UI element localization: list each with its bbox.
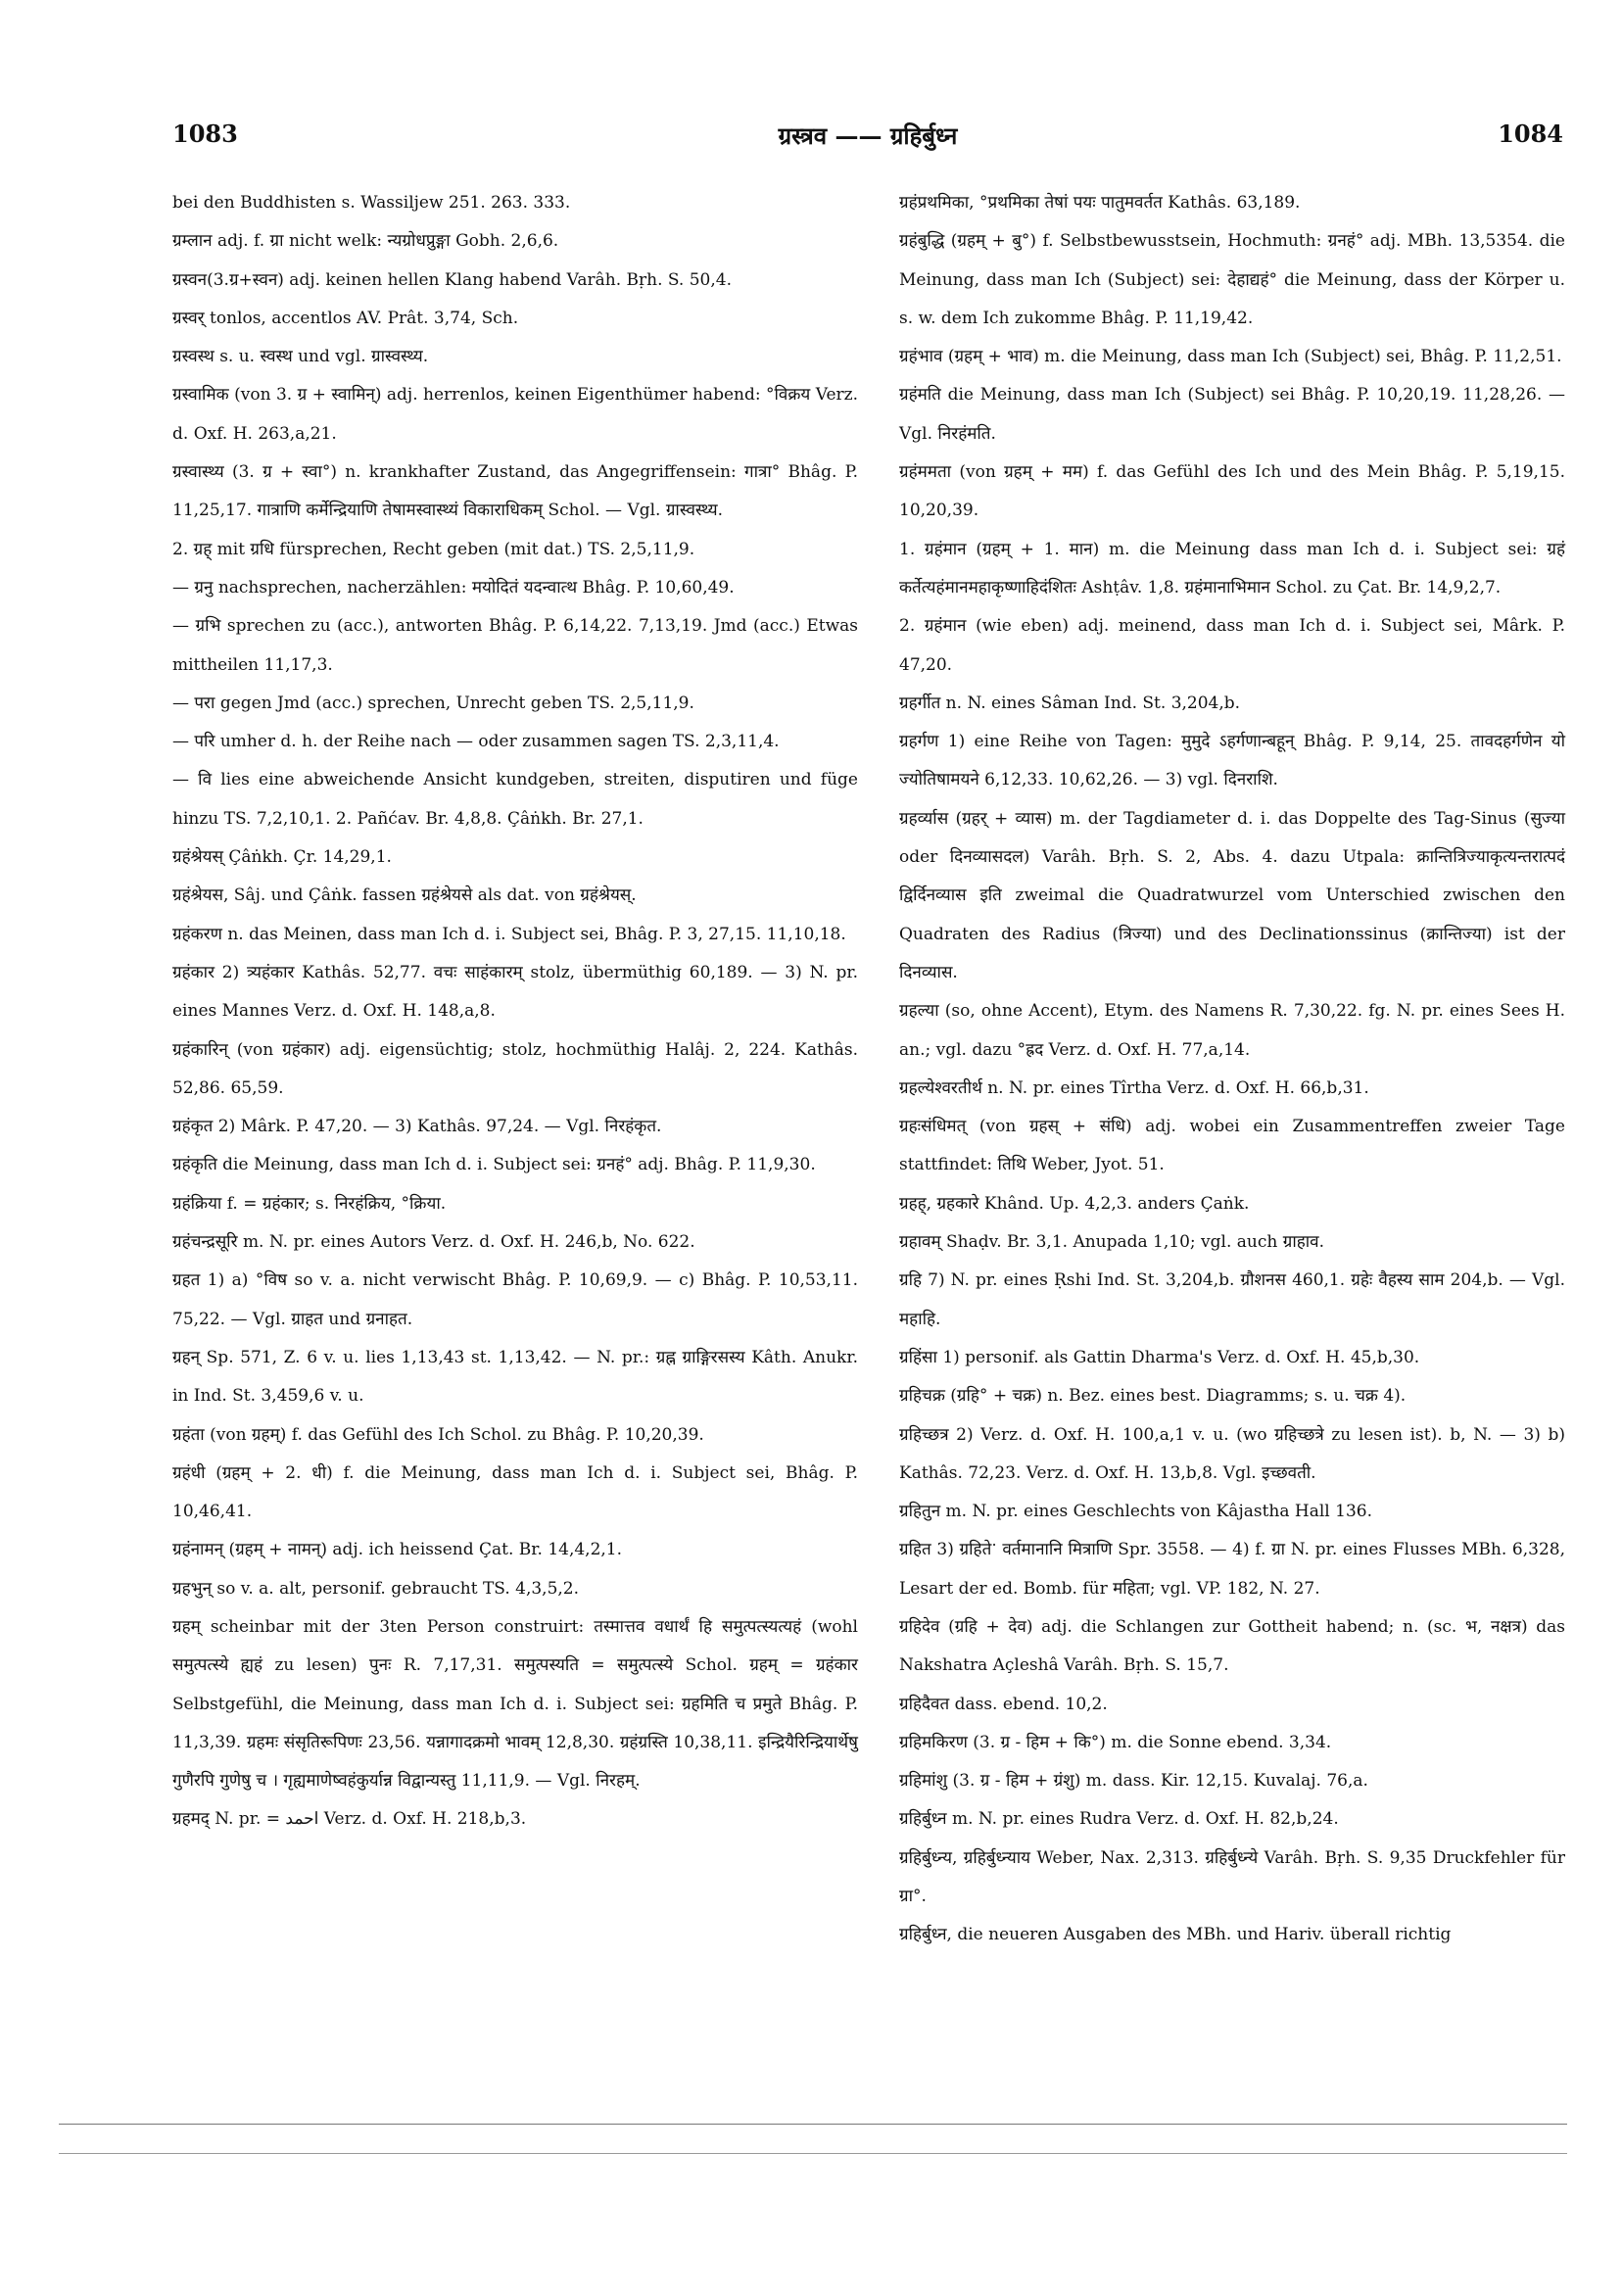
- running-title: ग्रस्त्रव —— ग्रहिर्बुध्न: [778, 121, 958, 150]
- dictionary-entry: ग्रस्वामिक (von 3. ग्र + स्वामिन्) adj. herrenlos, keinen Eigenthümer habend: °विक्रय Verz. d. Oxf. H. 263,a,21.: [172, 385, 858, 444]
- dictionary-entry: ग्रहंश्रेयस् Çâṅkh. Çr. 14,29,1.: [172, 847, 392, 868]
- dictionary-entry: ग्रहिमकिरण (3. ग्र - हिम + कि°) m. die Sonne ebend. 3,34.: [899, 1732, 1332, 1752]
- dictionary-entry: ग्रहःसंधिमत् (von ग्रहस् + संधि) adj. wobei ein Zusammentreffen zweier Tage stattfindet: तिथि Weber, Jyot. 51.: [899, 1117, 1565, 1175]
- dictionary-entry: 2. ग्रह् mit ग्रधि fürsprechen, Recht geben (mit dat.) TS. 2,5,11,9.: [172, 539, 695, 559]
- dictionary-entry: ग्रहितुन m. N. pr. eines Geschlechts von Kâjastha Hall 136.: [899, 1502, 1372, 1522]
- dictionary-entry: ग्रहंक्रिया f. = ग्रहंकार; s. निरहंक्रिय, °क्रिया.: [172, 1193, 447, 1214]
- dictionary-entry: ग्रहंश्रेयस, Sâj. und Çâṅk. fassen ग्रहंश्रेयसे als dat. von ग्रहंश्रेयस्.: [172, 885, 637, 906]
- dictionary-entry: ग्रहर्गण 1) eine Reihe von Tagen: मुमुदे ऽहर्गणान्बहून् Bhâg. P. 9,14, 25. तावदहर्गणेन यो ज्योतिषामयने 6,12,33. 10,62,26. — 3) vgl. दिनराशि.: [899, 732, 1565, 790]
- dictionary-entry: bei den Buddhisten s. Wassiljew 251. 263. 333.: [172, 193, 571, 213]
- page-header: [172, 120, 1563, 159]
- dictionary-entry: ग्रहत 1) a) °विष so v. a. nicht verwischt Bhâg. P. 10,69,9. — c) Bhâg. P. 10,53,11. 75,22. — Vgl. ग्राहत und ग्रनाहत.: [172, 1270, 858, 1329]
- dictionary-entry: ग्रहिर्बुध्न, die neueren Ausgaben des MBh. und Hariv. überall richtig: [899, 1925, 1452, 1945]
- right-column: [899, 184, 1565, 1955]
- dictionary-entry: ग्रहिंसा 1) personif. als Gattin Dharma's Verz. d. Oxf. H. 45,b,30.: [899, 1347, 1420, 1367]
- dictionary-entry: ग्रहम् scheinbar mit der 3ten Person construirt: तस्मात्तव वधार्थं हि समुत्पत्स्यत्यहं (wohl समुत्पत्स्ये ह्यहं zu lesen) पुनः R. 7,17,31. समुत्पस्यति = समुत्पत्स्ये Schol. ग्रहम् = ग्रहंकार Selbstgefühl, die Meinung, dass man Ich d. i. Subject sei: ग्रहमिति च प्रमुते Bhâg. P. 11,3,39. ग्रहमः संसृतिरूपिणः 23,56. यन्नागादक्रमो भावम् 12,8,30. ग्रहंग्रस्ति 10,38,11. इन्द्रियैरिन्द्रियार्थेषु गुणैरपि गुणेषु च । गृह्यमाणेष्वहंकुर्यान्न विद्वान्यस्तु 11,11,9. — Vgl. निरहम्.: [172, 1616, 858, 1792]
- dictionary-entry: ग्रहिदैवत dass. ebend. 10,2.: [899, 1694, 1108, 1714]
- dictionary-entry: ग्रहह्, ग्रहकारे Khând. Up. 4,2,3. anders Çaṅk.: [899, 1193, 1250, 1214]
- dictionary-entry: ग्रहंकारिन् (von ग्रहंकार) adj. eigensüchtig; stolz, hochmüthig Halâj. 2, 224. Kathâs. 52,86. 65,59.: [172, 1039, 858, 1098]
- dictionary-entry: ग्रहिदेव (ग्रहि + देव) adj. die Schlangen zur Gottheit habend; n. (sc. भ, नक्षत्र) das Nakshatra Açleshâ Varâh. Bṛh. S. 15,7.: [899, 1616, 1565, 1676]
- dictionary-entry: 1. ग्रहंमान (ग्रहम् + 1. मान) m. die Meinung dass man Ich d. i. Subject sei: ग्रहं कर्तेत्यहंमानमहाकृष्णाहिदंशितः Ashṭâv. 1,8. ग्रहंमानाभिमान Schol. zu Çat. Br. 14,9,2,7.: [899, 539, 1565, 598]
- dictionary-entry: ग्रहंचन्द्रसूरि m. N. pr. eines Autors Verz. d. Oxf. H. 246,b, No. 622.: [172, 1232, 695, 1253]
- dictionary-entry: — ग्रनु nachsprechen, nacherzählen: मयोदितं यदन्वात्थ Bhâg. P. 10,60,49.: [172, 577, 735, 598]
- dictionary-entry: ग्रहि 7) N. pr. eines Ṛshi Ind. St. 3,204,b. ग्रौशनस 460,1. ग्रहेः वैहस्य साम 204,b. — Vgl. महाहि.: [899, 1270, 1565, 1329]
- dictionary-entry: — ग्रभि sprechen zu (acc.), antworten Bhâg. P. 6,14,22. 7,13,19. Jmd (acc.) Etwas mittheilen 11,17,3.: [172, 616, 858, 675]
- dictionary-entry: — परि umher d. h. der Reihe nach — oder zusammen sagen TS. 2,3,11,4.: [172, 732, 780, 752]
- dictionary-entry: ग्रहंप्रथमिका, °प्रथमिका तेषां पयः पातुमवर्तत Kathâs. 63,189.: [899, 193, 1301, 213]
- dictionary-entry: ग्रहन् Sp. 571, Z. 6 v. u. lies 1,13,43 st. 1,13,42. — N. pr.: ग्रह्न ग्राङ्गिरसस्य Kâth. Anukr. in Ind. St. 3,459,6 v. u.: [172, 1347, 858, 1407]
- dictionary-entry: ग्रस्वन(3.ग्र+स्वन) adj. keinen hellen Klang habend Varâh. Bṛh. S. 50,4.: [172, 269, 732, 290]
- dictionary-entry: ग्रस्वास्थ्य (3. ग्र + स्वा°) n. krankhafter Zustand, das Angegriffensein: गात्रा° Bhâg. P. 11,25,17. गात्राणि कर्मेन्द्रियाणि तेषामस्वास्थ्यं विकाराधिकम् Schol. — Vgl. ग्रास्वस्थ्य.: [172, 462, 858, 521]
- dictionary-entry: ग्रहंधी (ग्रहम् + 2. धी) f. die Meinung, dass man Ich d. i. Subject sei, Bhâg. P. 10,46,41.: [172, 1462, 858, 1522]
- dictionary-entry: ग्रस्वर् tonlos, accentlos AV. Prât. 3,74, Sch.: [172, 308, 519, 328]
- dictionary-entry: ग्रम्लान adj. f. ग्रा nicht welk: न्यग्रोधप्रुङ्गा Gobh. 2,6,6.: [172, 231, 559, 252]
- dictionary-entry: ग्रहभुन् so v. a. alt, personif. gebraucht TS. 4,3,5,2.: [172, 1578, 580, 1599]
- dictionary-entry: ग्रहिचक्र (ग्रहि° + चक्र) n. Bez. eines best. Diagramms; s. u. चक्र 4).: [899, 1386, 1407, 1407]
- dictionary-entry: 2. ग्रहंमान (wie eben) adj. meinend, dass man Ich d. i. Subject sei, Mârk. P. 47,20.: [899, 616, 1565, 675]
- dictionary-entry: ग्रहंबुद्धि (ग्रहम् + बु°) f. Selbstbewusstsein, Hochmuth: ग्रनहं° adj. MBh. 13,5354. die Meinung, dass man Ich (Subject) sei: देहाद्यहं° die Meinung, dass der Körper u. s. w. dem Ich zukomme Bhâg. P. 11,19,42.: [899, 231, 1565, 328]
- dictionary-entry: ग्रहंकार 2) त्र्यहंकार Kathâs. 52,77. वचः साहंकारम् stolz, übermüthig 60,189. — 3) N. pr. eines Mannes Verz. d. Oxf. H. 148,a,8.: [172, 962, 858, 1022]
- page-number-left: 1083: [172, 120, 238, 148]
- dictionary-entry: ग्रहंभाव (ग्रहम् + भाव) m. die Meinung, dass man Ich (Subject) sei, Bhâg. P. 11,2,51.: [899, 347, 1562, 367]
- dictionary-entry: ग्रहंकृत 2) Mârk. P. 47,20. — 3) Kathâs. 97,24. — Vgl. निरहंकृत.: [172, 1117, 662, 1137]
- dictionary-entry: ग्रहंमति die Meinung, dass man Ich (Subject) sei Bhâg. P. 10,20,19. 11,28,26. — Vgl. निरहंमति.: [899, 385, 1565, 444]
- left-column: [172, 184, 858, 1840]
- dictionary-entry: ग्रहंकृति die Meinung, dass man Ich d. i. Subject sei: ग्रनहं° adj. Bhâg. P. 11,9,30.: [172, 1155, 816, 1175]
- dictionary-entry: — वि lies eine abweichende Ansicht kundgeben, streiten, disputiren und füge hinzu TS. 7,2,10,1. 2. Pañćav. Br. 4,8,8. Çâṅkh. Br. 27,1.: [172, 770, 858, 829]
- dictionary-entry: ग्रहर्गीत n. N. eines Sâman Ind. St. 3,204,b.: [899, 693, 1241, 713]
- page-number-right: 1084: [1498, 120, 1563, 148]
- dictionary-entry: — परा gegen Jmd (acc.) sprechen, Unrecht geben TS. 2,5,11,9.: [172, 693, 694, 713]
- dictionary-entry: ग्रहंममता (von ग्रहम् + मम) f. das Gefühl des Ich und des Mein Bhâg. P. 5,19,15. 10,20,39.: [899, 462, 1565, 521]
- dictionary-entry: ग्रहित 3) ग्रहितेॱ वर्तमानानि मित्राणि Spr. 3558. — 4) f. ग्रा N. pr. eines Flusses MBh. 6,328, Lesart der ed. Bomb. für महिता; vgl. VP. 182, N. 27.: [899, 1540, 1565, 1599]
- dictionary-entry: ग्रहिर्बुध्न m. N. pr. eines Rudra Verz. d. Oxf. H. 82,b,24.: [899, 1809, 1339, 1830]
- dictionary-entry: ग्रहिमांशु (3. ग्र - हिम + ग्रंशु) m. dass. Kir. 12,15. Kuvalaj. 76,a.: [899, 1771, 1368, 1792]
- dictionary-entry: ग्रहल्या (so, ohne Accent), Etym. des Namens R. 7,30,22. fg. N. pr. eines Sees H. an.; vgl. dazu °ह्रद Verz. d. Oxf. H. 77,a,14.: [899, 1001, 1565, 1060]
- dictionary-entry: ग्रहिर्बुध्न्य, ग्रहिर्बुध्न्याय Weber, Nax. 2,313. ग्रहिर्बुध्न्ये Varâh. Bṛh. S. 9,35 Druckfehler für ग्रा°.: [899, 1847, 1565, 1907]
- footer-rule: [59, 2124, 1567, 2125]
- dictionary-entry: ग्रहिच्छत्र 2) Verz. d. Oxf. H. 100,a,1 v. u. (wo ग्रहिच्छत्रे zu lesen ist). b, N. — 3) b) Kathâs. 72,23. Verz. d. Oxf. H. 13,b,8. Vgl. इच्छवती.: [899, 1424, 1565, 1483]
- dictionary-entry: ग्रहल्येश्वरतीर्थ n. N. pr. eines Tîrtha Verz. d. Oxf. H. 66,b,31.: [899, 1077, 1369, 1098]
- dictionary-entry: ग्रस्वस्थ s. u. स्वस्थ und vgl. ग्रास्वस्थ्य.: [172, 347, 429, 367]
- dictionary-entry: ग्रहंकरण n. das Meinen, dass man Ich d. i. Subject sei, Bhâg. P. 3, 27,15. 11,10,18.: [172, 924, 846, 944]
- dictionary-entry: ग्रहंनामन् (ग्रहम् + नामन्) adj. ich heissend Çat. Br. 14,4,2,1.: [172, 1540, 623, 1560]
- dictionary-entry: ग्रहंता (von ग्रहम्) f. das Gefühl des Ich Schol. zu Bhâg. P. 10,20,39.: [172, 1424, 704, 1445]
- dictionary-entry: ग्रहावम् Shaḍv. Br. 3,1. Anupada 1,10; vgl. auch ग्राहाव.: [899, 1232, 1325, 1253]
- dictionary-entry: ग्रहमद् N. pr. = احمد Verz. d. Oxf. H. 218,b,3.: [172, 1809, 527, 1830]
- dictionary-entry: ग्रहर्व्यास (ग्रहर् + व्यास) m. der Tagdiameter d. i. das Doppelte des Tag-Sinus (सुज्या oder दिनव्यासदल) Varâh. Bṛh. S. 2, Abs. 4. dazu Utpala: क्रान्तित्रिज्याकृत्यन्तरात्पदं द्विर्दिनव्यास इति zweimal die Quadratwurzel vom Unterschied zwischen den Quadraten des Radius (त्रिज्या) und des Declinationssinus (क्रान्तिज्या) ist der दिनव्यास.: [899, 808, 1565, 982]
- footer-rule-lower: [59, 2153, 1567, 2154]
